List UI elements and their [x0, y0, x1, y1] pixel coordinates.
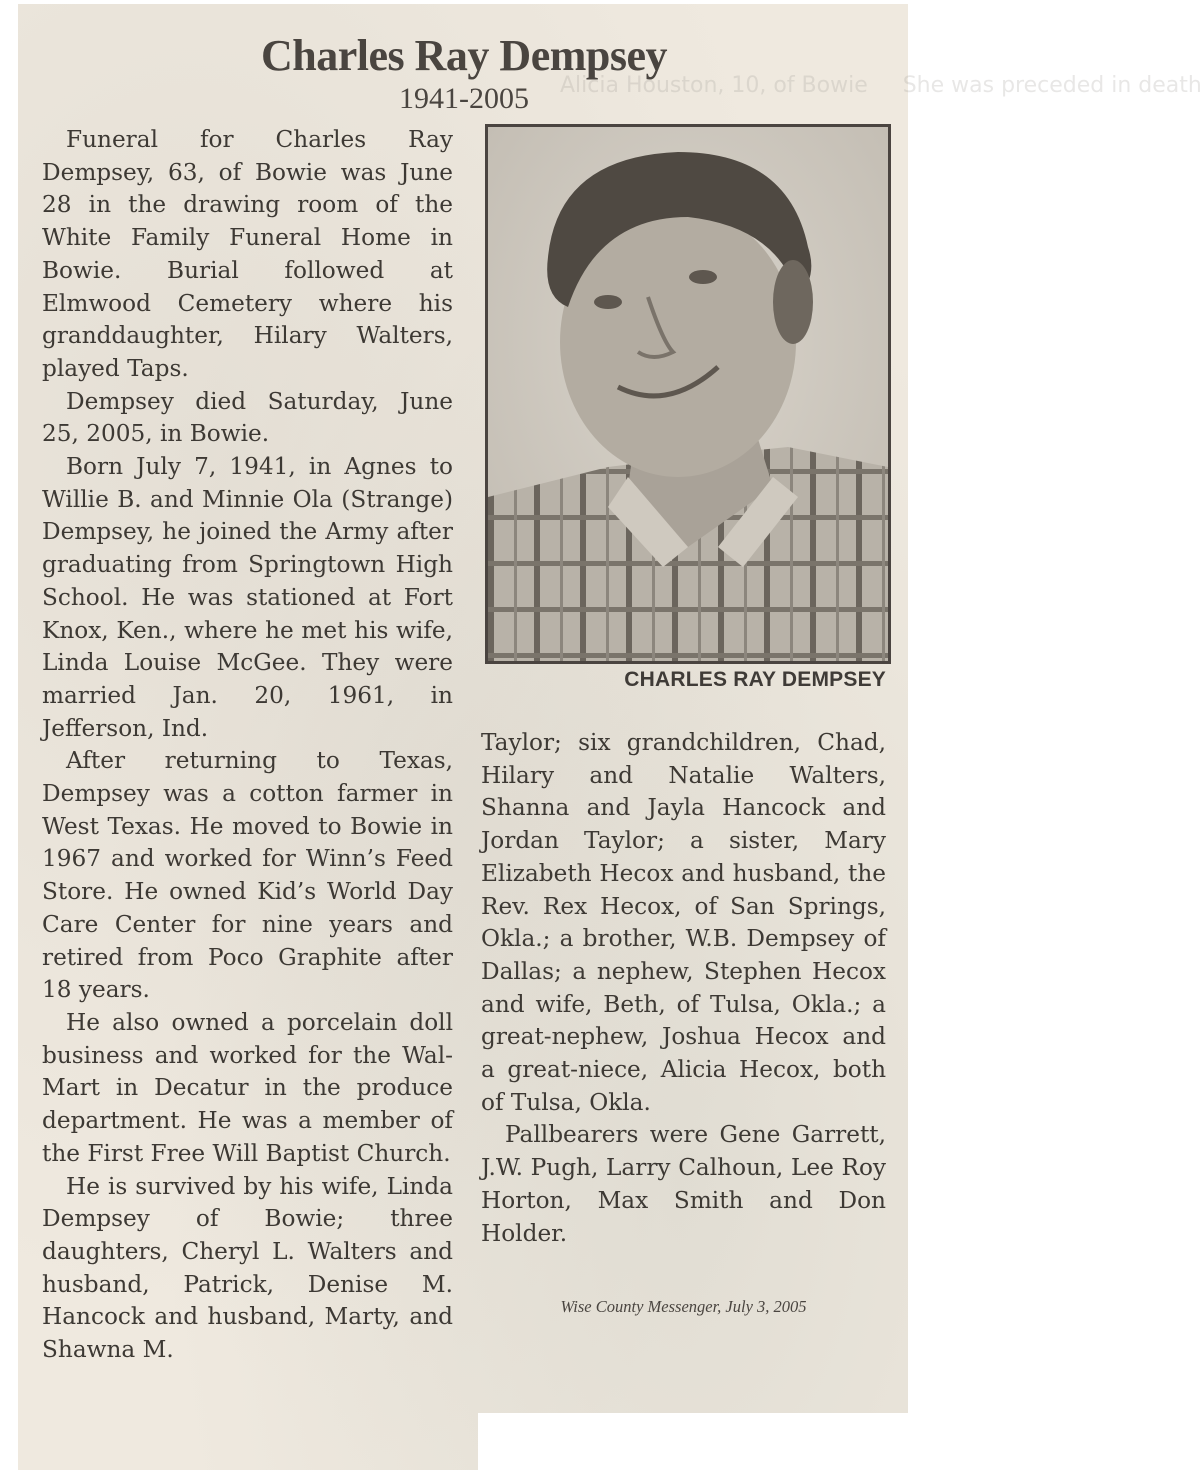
- obituary-right-column: [481, 727, 886, 1250]
- paragraph-business: He also owned a porcelain doll business and worked for the Wal-Mart in Decatur in the produce department. He was a member of the First Free Will Baptist Church.: [42, 1008, 453, 1167]
- photo-caption: CHARLES RAY DEMPSEY: [624, 668, 886, 691]
- paragraph-pallbearers: Pallbearers were Gene Garrett, J.W. Pugh, Larry Calhoun, Lee Roy Horton, Max Smith and Don Holder.: [481, 1121, 886, 1247]
- paragraph-birth: Born July 7, 1941, in Agnes to Willie B. and Minnie Ola (Strange) Dempsey, he joined the Army after graduating from Springtown High School. He was stationed at Fort Knox, Ken., where he met his wife, Linda Louise McGee. They were married Jan. 20, 1961, in Jefferson, Ind.: [42, 453, 453, 742]
- source-credit: Wise County Messenger, July 3, 2005: [560, 1297, 807, 1316]
- obituary-title: Charles Ray Dempsey: [260, 31, 667, 80]
- paragraph-survivors-continued: Taylor; six grandchildren, Chad, Hilary and Natalie Walters, Shanna and Jayla Hancock and Jordan Taylor; a sister, Mary Elizabeth Hecox and husband, the Rev. Rex Hecox, of San Springs, Okla.; a brother, W.B. Dempsey of Dallas; a nephew, Stephen Hecox and wife, Beth, of Tulsa, Okla.; a great-nephew, Joshua Hecox and a great-niece, Alicia Hecox, both of Tulsa, Okla.: [481, 729, 886, 1116]
- paragraph-career: After returning to Texas, Dempsey was a cotton farmer in West Texas. He moved to Bowie in 1967 and worked for Winn’s Feed Store. He owned Kid’s World Day Care Center for nine years and retired from Poco Graphite after 18 years.: [42, 747, 453, 1004]
- paragraph-funeral: Funeral for Charles Ray Dempsey, 63, of Bowie was June 28 in the drawing room of the White Family Funeral Home in Bowie. Burial followed at Elmwood Cemetery where his granddaughter, Hilary Walters, played Taps.: [42, 126, 453, 382]
- paragraph-survivors: He is survived by his wife, Linda Dempsey of Bowie; three daughters, Cheryl L. Walters and husband, Patrick, Denise M. Hancock and husband, Marty, and Shawna M.: [42, 1172, 453, 1364]
- clipping-torn-corner: [478, 1413, 928, 1474]
- bleed-through-line: Alicia Houston, 10, of Bowie She was preceded in death: [560, 73, 1202, 98]
- paragraph-death: Dempsey died Saturday, June 25, 2005, in Bowie.: [42, 387, 453, 448]
- obituary-left-column: [42, 124, 453, 1367]
- obituary-dates: 1941-2005: [399, 82, 529, 115]
- portrait-photo-icon: [488, 127, 888, 661]
- portrait-photo: [485, 124, 891, 664]
